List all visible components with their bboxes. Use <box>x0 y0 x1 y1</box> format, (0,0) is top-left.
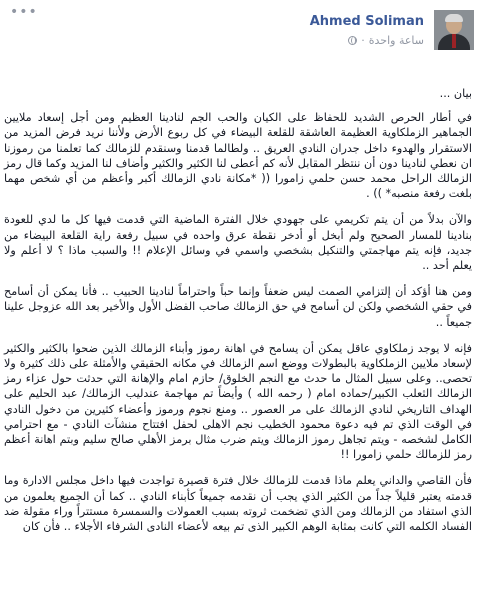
post-paragraph: في أطار الحرص الشديد للحفاظ على الكيان والحب الجم لنادينا العظيم ومن أجل إسعاد ملايين الجماهير الزملكاوية العظيمة العاشقة للقلعة البيضاء في كل ربوع الأرض ولأننا نريد فرض المزيد من الاستقرار والهدوء داخل جدران النادي العريق .. ولطالما قدمنا وسنقدم للزمالك كما تعلمنا من رموزنا ان نعطي لنادينا دون أن ننتظر المقابل لأنه كم أعطى لنا الكثير والكثير وأضاف لنا المزيد وكما قال رمز الزمالك الراحل محمد حسن حلمي زامورا (( *مكانة نادي الزمالك أكبر وأعظم من أي شخص مهما بلغت رفعة منصبه* )) . <box>4 111 472 201</box>
globe-icon[interactable] <box>348 36 357 45</box>
author-avatar[interactable] <box>434 10 474 50</box>
post-paragraph: ومن هنا أؤكد أن إلتزامي الصمت ليس ضعفاً وإنما حباً واحتراماً لنادينا الحبيب .. فأنا يمكن أن أسامح في حقي الشخصي ولكن لن أسامح في حق الزمالك صاحب الفضل الأول والأخير بعد الله عزوجل علينا جميعاً .. <box>4 285 472 329</box>
post-body <box>4 86 472 545</box>
post-paragraph: فإنه لا يوجد زملكاوي عاقل يمكن أن يسامح في اهانة رموز وأبناء الزمالك الذين ضحوا بالكثير والكثير لإسعاد ملايين الزملكاوية بالبطولات ووضع اسم الزمالك في مكانه الحقيقي والأمثلة على ذلك كثيرة ولا تحصى.. وعلى سبيل المثال ما حدث مع النجم الخلوق/ حازم امام والإهانة التي حدثت حول عزاء رمز الزمالك الثعلب الكبير/حماده امام ( رحمه الله ) وأيضاً تم مهاجمة عندليب الزمالك/ عبد الحليم على الهداف التاريخي لنادي الزمالك على مر العصور .. ومنع نجوم ورموز وأعضاء كثيرين من دخول النادي في الوقت الذي تم فيه دعوة محمود الخطيب نجم الاهلى لحفل افتتاح منشآت النادي - مع احترامي الكامل لشخصه - ويتم تجاهل رموز الزمالك ويتم ضرب مثال برمز الأهلي صالح سليم وبتم اهانة أعظم رمز للزمالك حلمي زامورا !! <box>4 341 472 462</box>
post-paragraph: فأن القاصي والداني يعلم ماذا قدمت للزمالك خلال فترة قصيرة تواجدت فيها داخل مجلس الادارة وما قدمته يعتبر قليلاً جداً من الكثير الذي يجب أن نقدمه جميعاً كأبناء النادي .. كما أن الجميع يعلمون من الذي استفاد من الزمالك ومن الذي تضخمت ثروته بسبب العمولات والسمسرة مستتراً وراء مقولة ضد الفساد الكلمه التي كانت بمثابة الوهم الكبير الذى تم بيعه لأعضاء النادى الشرفاء الأجلاء .. فأن كان <box>4 474 472 534</box>
post-paragraph: بيان ... <box>439 87 472 100</box>
meta-separator: · <box>361 34 365 47</box>
avatar-tie <box>452 34 456 48</box>
author-name[interactable]: Ahmed Soliman <box>309 14 424 29</box>
post-timestamp[interactable]: ساعة واحدة <box>368 34 424 47</box>
post-header <box>0 0 482 52</box>
avatar-hair <box>445 14 463 22</box>
post-meta <box>348 34 424 47</box>
options-icon[interactable]: ••• <box>10 4 38 20</box>
post-paragraph: والآن بدلاً من أن يتم تكريمي على جهودي خلال الفترة الماضية التي قدمت فيها كل ما لدي للعودة بنادينا للمسار الصحيح ولم أبخل أو أدخر نقطة عرق واحده في سبيل رفعة راية القلعة البيضاء من جديد، فإنه يتم مهاجمتي والتنكيل بشخصي واسمي في وسائل الإعلام !! والسبب ماذا ؟ لا أعلم ولا يعلم أحد .. <box>4 213 472 273</box>
